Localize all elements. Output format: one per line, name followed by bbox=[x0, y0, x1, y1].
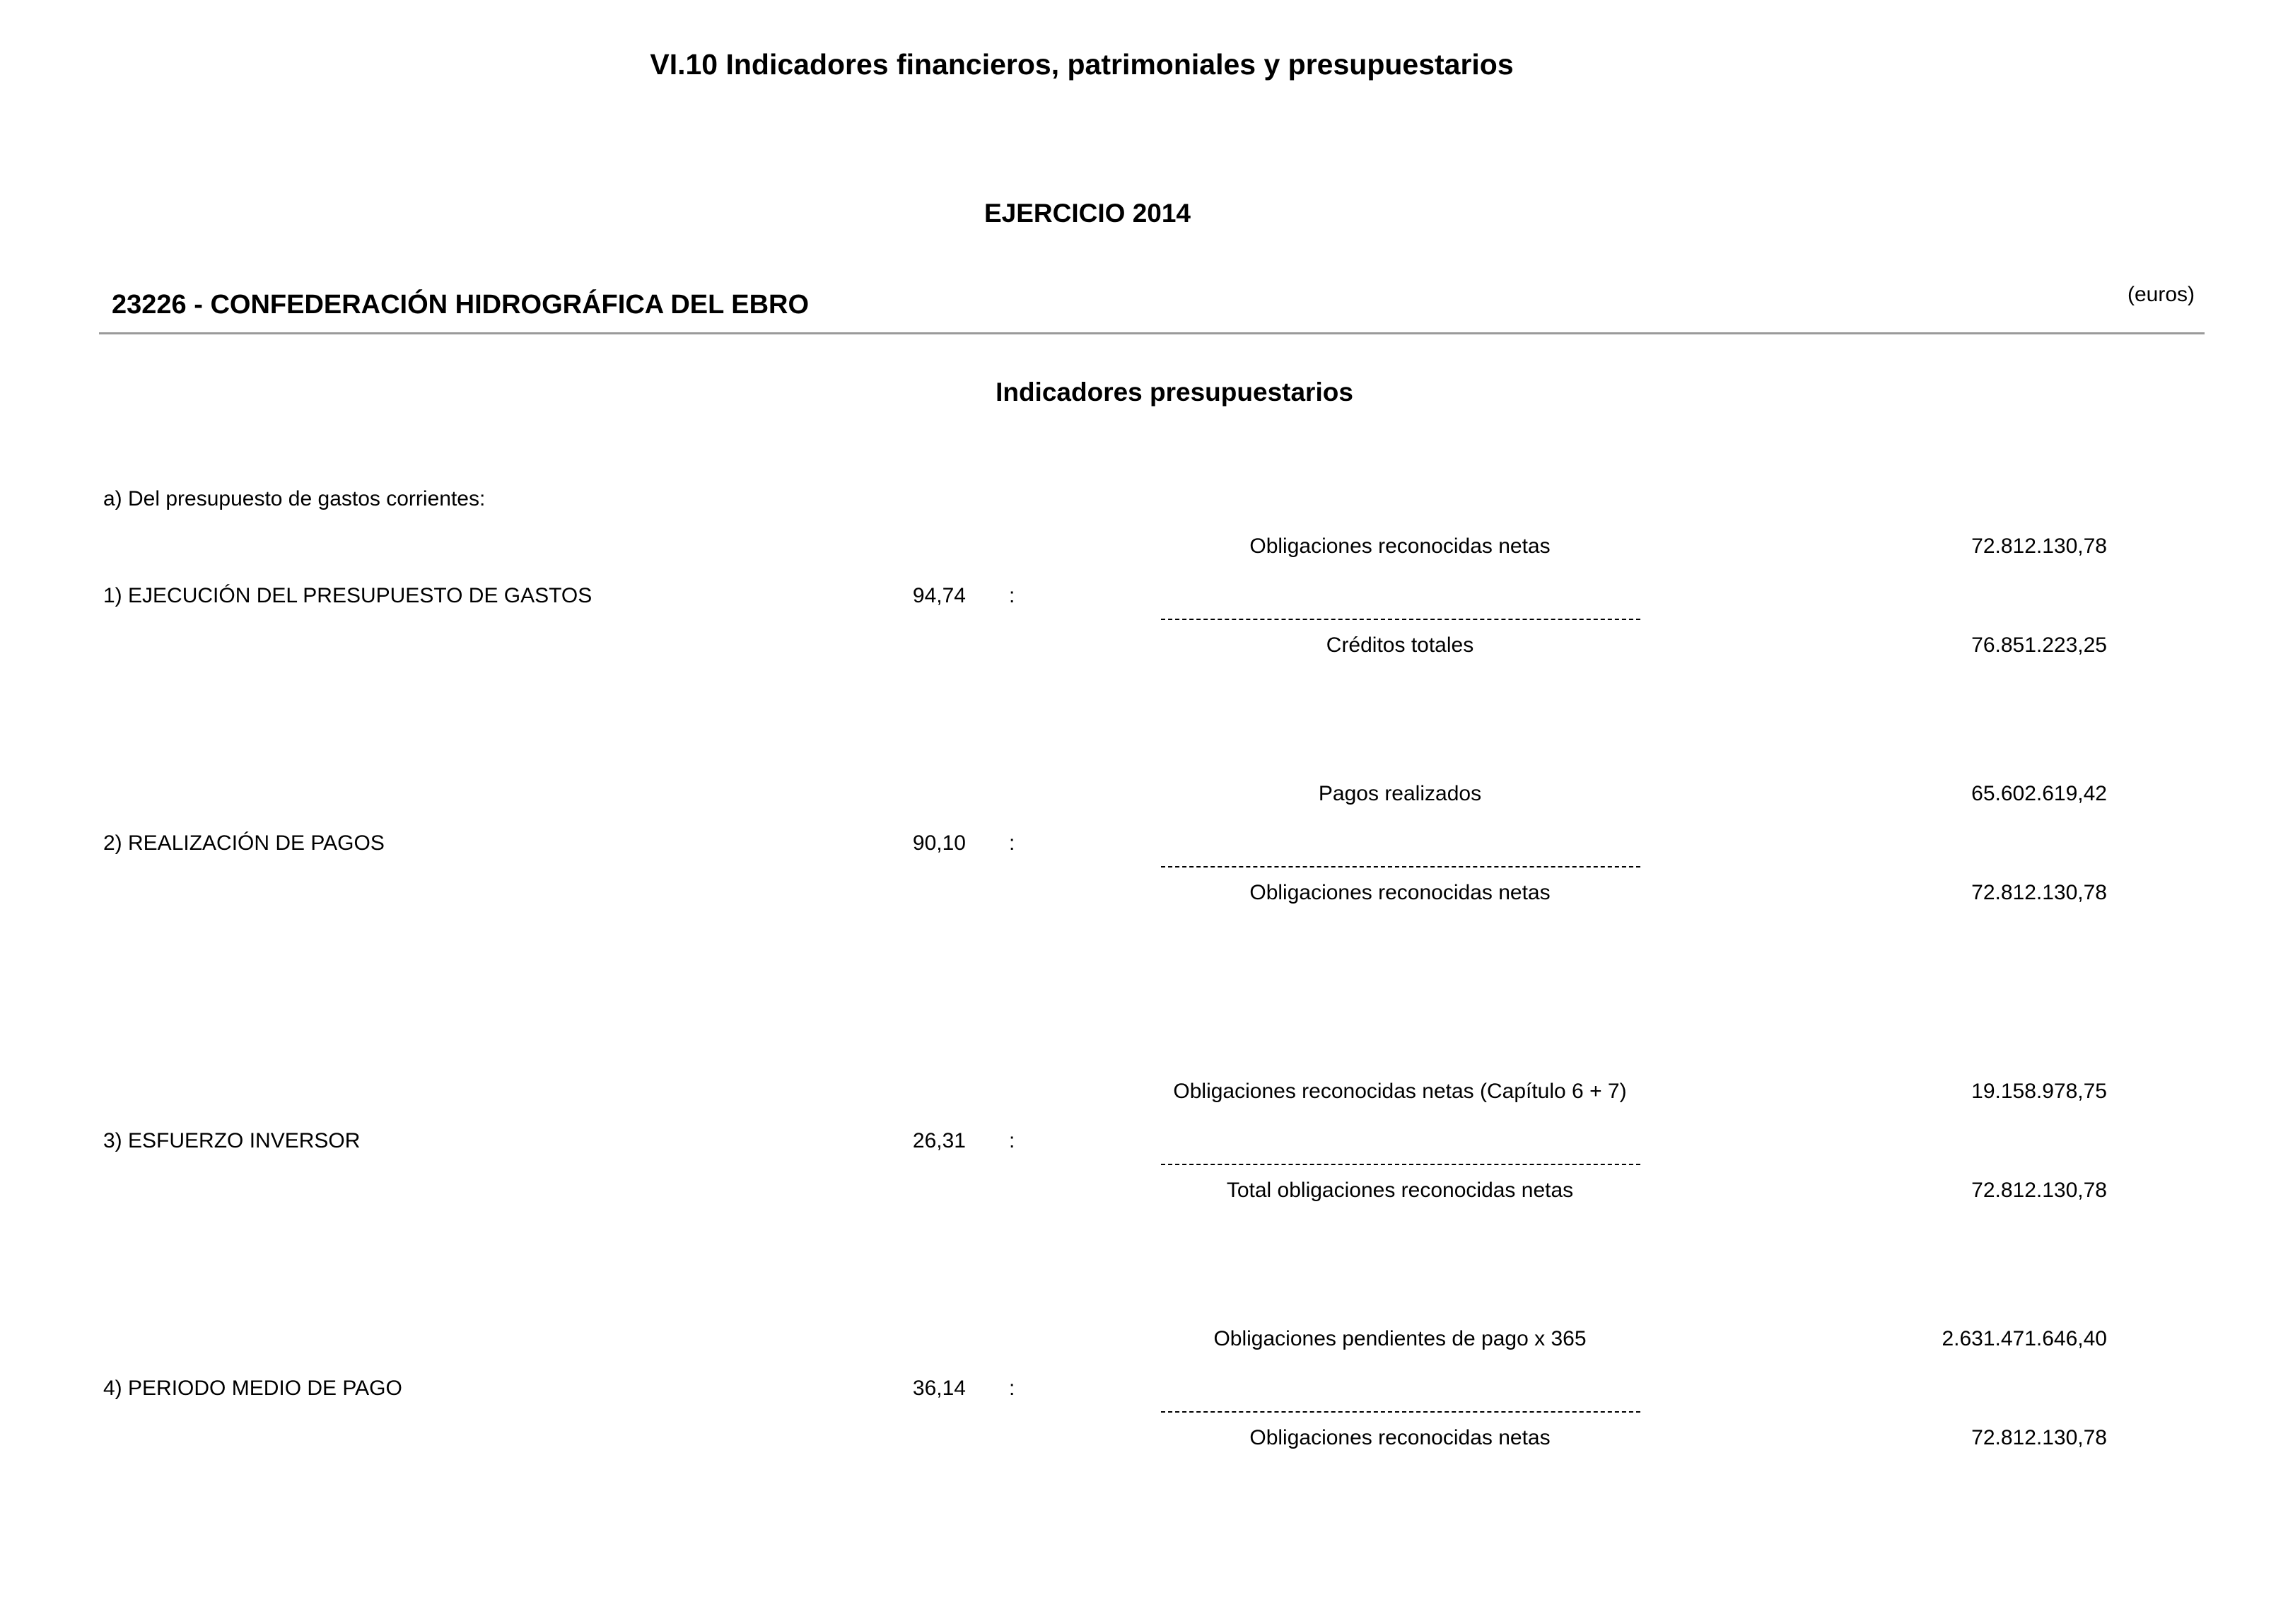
numerator-amount: 72.812.130,78 bbox=[1971, 534, 2107, 558]
units-label: (euros) bbox=[2127, 283, 2195, 306]
indicator-label: 4) PERIODO MEDIO DE PAGO bbox=[103, 1377, 402, 1400]
numerator-amount: 2.631.471.646,40 bbox=[1942, 1327, 2107, 1350]
fraction-line bbox=[1161, 1411, 1640, 1413]
indicator-separator: : bbox=[1009, 831, 1015, 855]
denominator-label: Obligaciones reconocidas netas bbox=[1249, 1426, 1551, 1449]
fraction-line bbox=[1161, 866, 1640, 868]
numerator-amount: 65.602.619,42 bbox=[1971, 782, 2107, 805]
entity-name: 23226 - CONFEDERACIÓN HIDROGRÁFICA DEL EBRO bbox=[112, 290, 810, 320]
denominator-label: Obligaciones reconocidas netas bbox=[1249, 881, 1551, 904]
indicator-payment-period bbox=[0, 1327, 2288, 1525]
exercise-year: EJERCICIO 2014 bbox=[984, 199, 1191, 228]
page-title: VI.10 Indicadores financieros, patrimoniales y presupuestarios bbox=[650, 48, 1514, 81]
numerator-label: Obligaciones reconocidas netas bbox=[1249, 534, 1551, 558]
indicator-label: 1) EJECUCIÓN DEL PRESUPUESTO DE GASTOS bbox=[103, 584, 593, 607]
denominator-amount: 72.812.130,78 bbox=[1971, 1179, 2107, 1202]
indicator-separator: : bbox=[1009, 1377, 1015, 1400]
header-divider bbox=[99, 332, 2205, 334]
indicator-payments bbox=[0, 782, 2288, 980]
numerator-label: Pagos realizados bbox=[1318, 782, 1482, 805]
indicator-label: 3) ESFUERZO INVERSOR bbox=[103, 1129, 361, 1152]
denominator-label: Total obligaciones reconocidas netas bbox=[1226, 1179, 1574, 1202]
section-title: Indicadores presupuestarios bbox=[996, 378, 1353, 407]
indicator-separator: : bbox=[1009, 584, 1015, 607]
indicator-value: 90,10 bbox=[912, 831, 966, 855]
numerator-amount: 19.158.978,75 bbox=[1971, 1080, 2107, 1103]
fraction-line bbox=[1161, 619, 1640, 620]
subheading: a) Del presupuesto de gastos corrientes: bbox=[103, 487, 486, 510]
numerator-label: Obligaciones reconocidas netas (Capítulo 6 + 7) bbox=[1173, 1080, 1627, 1103]
indicator-separator: : bbox=[1009, 1129, 1015, 1152]
fraction-line bbox=[1161, 1164, 1640, 1165]
denominator-amount: 72.812.130,78 bbox=[1971, 1426, 2107, 1449]
denominator-amount: 72.812.130,78 bbox=[1971, 881, 2107, 904]
indicator-investment bbox=[0, 1080, 2288, 1278]
indicator-label: 2) REALIZACIÓN DE PAGOS bbox=[103, 831, 385, 855]
indicator-value: 94,74 bbox=[912, 584, 966, 607]
denominator-label: Créditos totales bbox=[1326, 633, 1474, 657]
numerator-label: Obligaciones pendientes de pago x 365 bbox=[1213, 1327, 1587, 1350]
indicator-value: 36,14 bbox=[912, 1377, 966, 1400]
denominator-amount: 76.851.223,25 bbox=[1971, 633, 2107, 657]
indicator-value: 26,31 bbox=[912, 1129, 966, 1152]
indicator-execution bbox=[0, 534, 2288, 732]
